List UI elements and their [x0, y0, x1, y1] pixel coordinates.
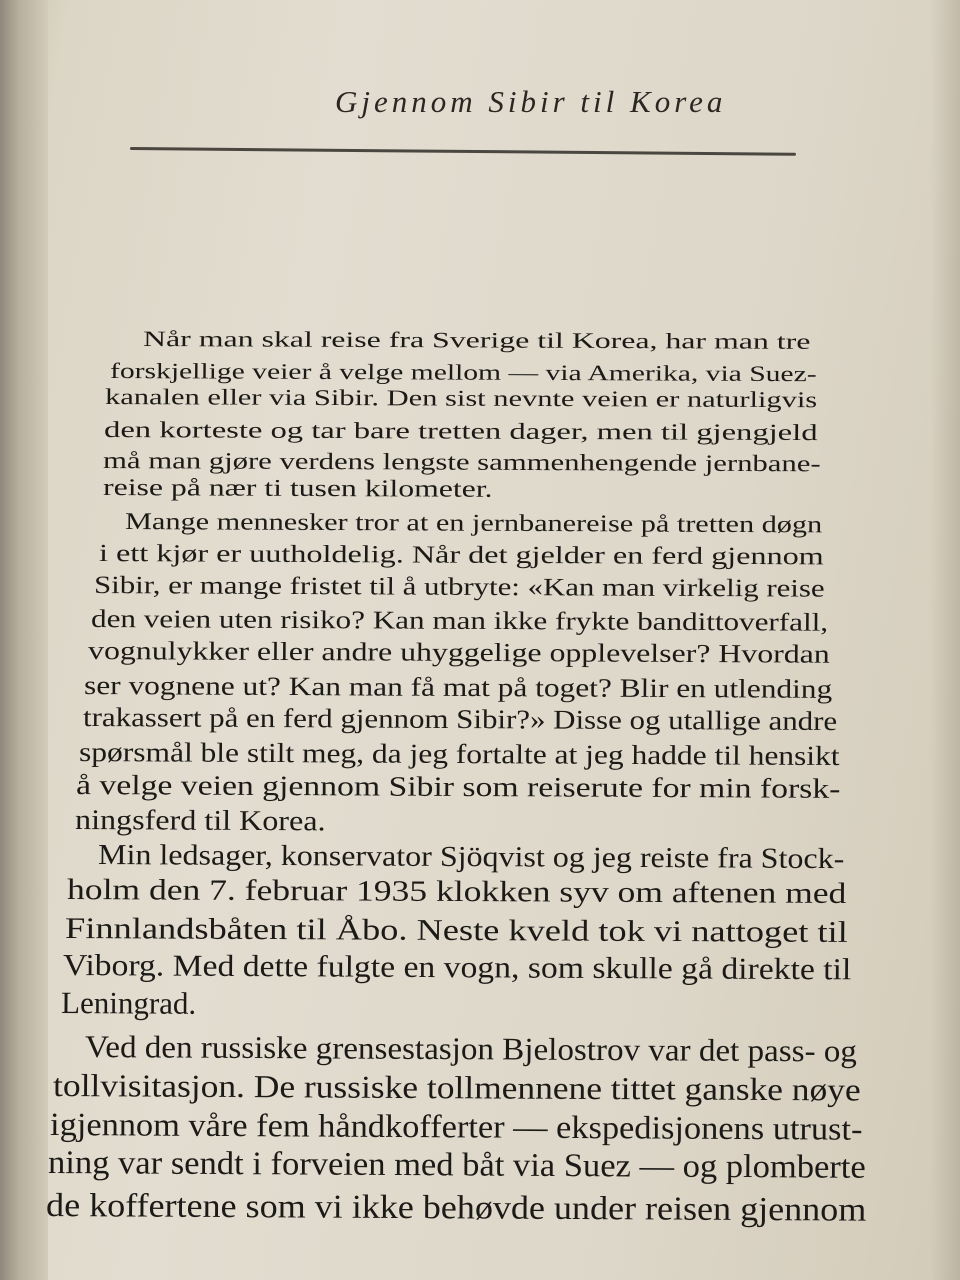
- text-line: Mange mennesker tror at en jernbanereise på tretten døgn: [124, 509, 823, 539]
- text-line: i ett kjør er uutholdelig. Når det gjelder en ferd gjennom: [98, 539, 824, 570]
- text-line: ning var sendt i forveien med båt via Suez — og plomberte: [47, 1145, 866, 1186]
- text-line: Viborg. Med dette fulgte en vogn, som skulle gå direkte til: [62, 947, 852, 986]
- text-line: ningsferd til Korea.: [74, 804, 326, 837]
- text-line: den veien uten risiko? Kan man ikke frykte bandittoverfall,: [90, 603, 829, 637]
- text-line: Sibir, er mange fristet til å utbryte: «Kan man virkelig reise: [93, 572, 825, 603]
- text-line: Ved den russiske grensestasjon Bjelostrov var det pass- og: [84, 1028, 858, 1068]
- text-line: forskjellige veier å velge mellom — via Amerika, via Suez-: [109, 358, 817, 387]
- text-line: Min ledsager, konservator Sjöqvist og jeg reiste fra Stock-: [97, 839, 845, 876]
- text-line: vognulykker eller andre uhyggelige opplevelser? Hvordan: [87, 636, 830, 669]
- text-line: Når man skal reise fra Sverige til Korea, har man tre: [142, 326, 811, 354]
- text-line: den korteste og tar bare tretten dager, men til gjengjeld: [103, 417, 818, 446]
- text-line: trakassert på en ferd gjennom Sibir?» Disse og utallige andre: [82, 702, 838, 737]
- text-line: spørsmål ble stilt meg, da jeg fortalte at jeg hadde til hensikt: [78, 735, 840, 771]
- text-line: Finnlandsbåten til Åbo. Neste kveld tok vi nattoget til: [64, 912, 848, 949]
- text-line: kanalen eller via Sibir. Den sist nevnte veien er naturligvis: [104, 383, 818, 412]
- text-line: igjennom våre fem håndkofferter — ekspedisjonens utrust-: [49, 1106, 863, 1148]
- text-line: reise på nær ti tusen kilometer.: [102, 475, 493, 503]
- text-line: ser vognene ut? Kan man få mat på toget? Blir en utlending: [83, 669, 833, 704]
- text-line: tollvisitasjon. De russiske tollmennene tittet ganske nøye: [52, 1067, 861, 1108]
- text-line: Leningrad.: [60, 985, 197, 1021]
- text-line: de koffertene som vi ikke behøvde under reisen gjennom: [45, 1186, 867, 1229]
- text-line: holm den 7. februar 1935 klokken syv om aftenen med: [66, 873, 847, 910]
- running-header: Gjennom Sibir til Korea: [335, 84, 727, 119]
- text-line: å velge veien gjennom Sibir som reiserute for min forsk-: [75, 770, 841, 805]
- text-line: må man gjøre verdens lengste sammenhengende jernbane-: [102, 447, 821, 477]
